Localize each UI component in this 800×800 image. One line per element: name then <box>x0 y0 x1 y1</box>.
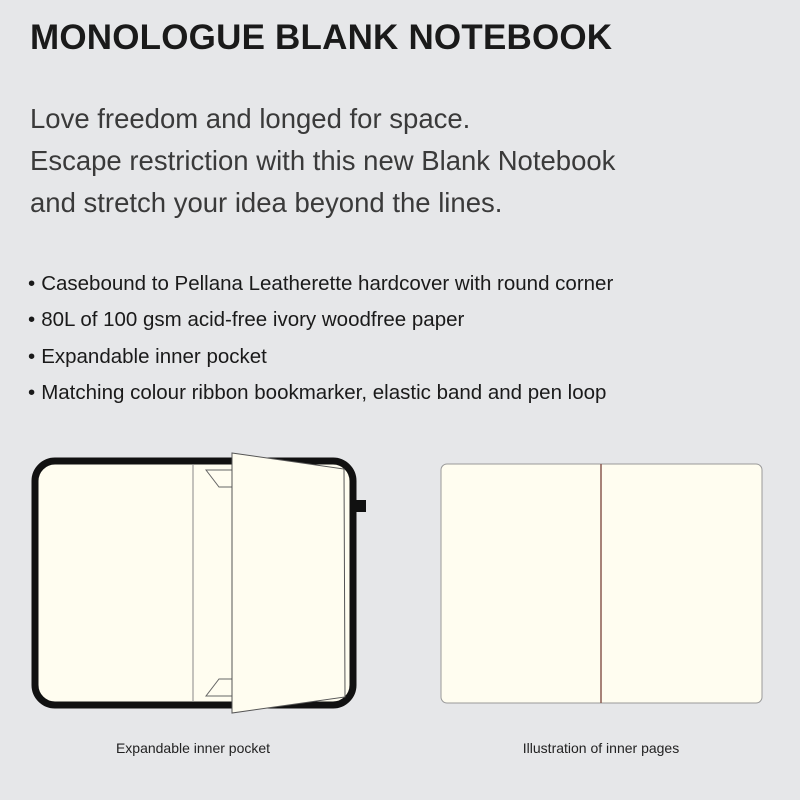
pocket-flap <box>232 453 345 713</box>
inner-pages-illustration <box>441 464 762 703</box>
tagline-line: Love freedom and longed for space. <box>30 103 471 134</box>
feature-item: • Matching colour ribbon bookmarker, elastic band and pen loop <box>28 375 613 411</box>
pocket-caption: Expandable inner pocket <box>115 740 271 756</box>
inner-pocket-illustration <box>35 453 366 713</box>
page-title: MONOLOGUE BLANK NOTEBOOK <box>30 18 613 57</box>
tagline-line: Escape restriction with this new Blank Notebook <box>30 145 616 176</box>
feature-item: • 80L of 100 gsm acid-free ivory woodfree paper <box>28 302 613 338</box>
feature-item: • Expandable inner pocket <box>28 339 613 375</box>
pages-caption: Illustration of inner pages <box>522 740 680 756</box>
feature-item: • Casebound to Pellana Leatherette hardcover with round corner <box>28 266 613 302</box>
tagline-line: and stretch your idea beyond the lines. <box>30 187 503 218</box>
pen-loop-tab <box>356 500 366 512</box>
